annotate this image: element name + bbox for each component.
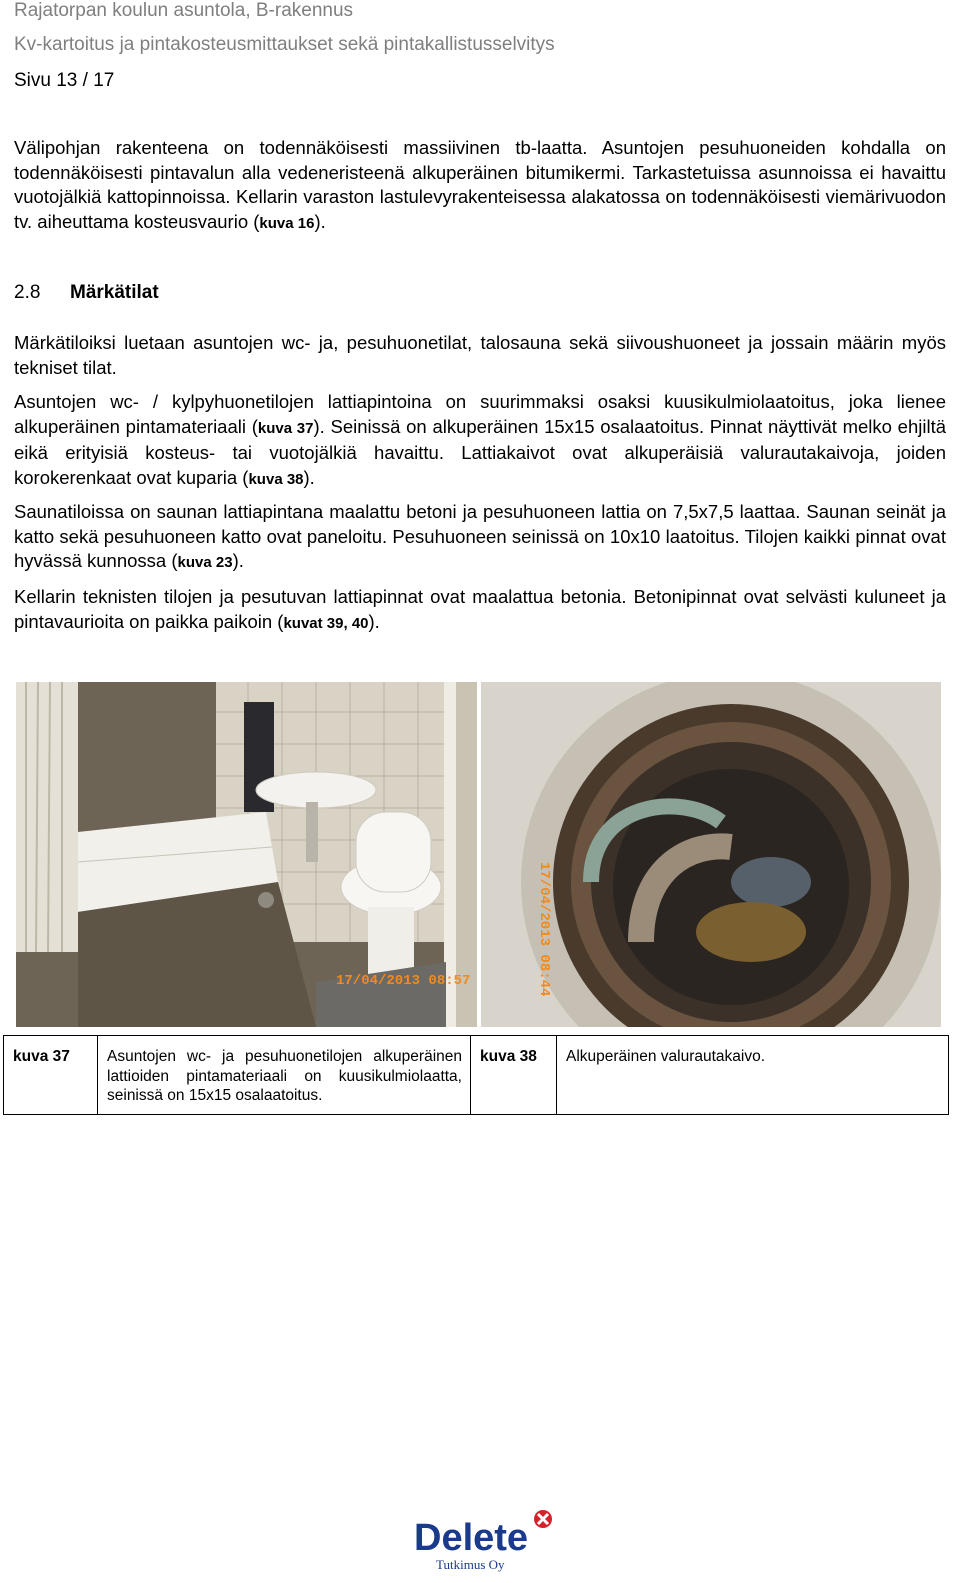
svg-text:Delete: Delete	[414, 1517, 529, 1559]
caption-text: Asuntojen wc- ja pesuhuonetilojen alkuperäinen lattioiden pintamateriaali on kuusikulmiolaatta, seinissä on 15x15 osalaatoitus.	[98, 1036, 471, 1115]
document-title: Rajatorpan koulun asuntola, B-rakennus	[14, 0, 354, 21]
caption-label: kuva 37	[4, 1036, 98, 1115]
intro-paragraph: Välipohjan rakenteena on todennäköisesti massiivinen tb-laatta. Asuntojen pesuhuoneiden kohdalla on todennäköisesti pintavalun alla vedeneristeenä alkuperäinen bitumikermi. Tarkastetuissa asunnoissa ei havaittu vuotojälkiä kattopinnoissa. Kellarin varaston lastulevyrakenteisessa alakatossa on todennäköisesti viemärivuodon tv. aiheuttama kosteusvaurio (kuva 16).	[14, 137, 946, 232]
caption-table	[3, 1035, 949, 1115]
paragraph-2: Asuntojen wc- / kylpyhuonetilojen lattiapintoina on suurimmaksi osaksi kuusikulmiolaatoitus, joka lienee alkuperäinen pintamateriaali (kuva 37). Seinissä on alkuperäinen 15x15 osalaatoitus. Pinnat näyttivät melko ehjiltä eikä erityisiä kosteus- tai vuotojälkiä havaittu. Lattiakaivot ovat alkuperäisiä valurautakaivoja, joiden korokerenkaat ovat kuparia (kuva 38).	[14, 391, 946, 488]
photo-bathroom	[16, 682, 477, 1027]
paragraph-3: Saunatiloissa on saunan lattiapintana maalattu betoni ja pesuhuoneen lattia on 7,5x7,5 laattaa. Saunan seinät ja katto sekä pesuhuoneen katto ovat paneloitu. Pesuhuoneen seinissä on 10x10 laatoitus. Tilojen kaikki pinnat ovat hyvässä kunnossa (kuva 23).	[14, 501, 946, 571]
photo-date-stamp: 17/04/2013 08:57	[336, 973, 471, 989]
section-heading	[14, 282, 159, 304]
caption-label: kuva 38	[471, 1036, 557, 1115]
figure-ref: kuva 23	[177, 554, 233, 571]
page-number: Sivu 13 / 17	[14, 70, 115, 91]
document-subtitle: Kv-kartoitus ja pintakosteusmittaukset sekä pintakallistusselvitys	[14, 34, 555, 55]
section-number: 2.8	[14, 282, 41, 303]
company-logo	[412, 1505, 557, 1575]
figure-ref: kuva 38	[248, 470, 304, 488]
figure-ref: kuva 37	[257, 419, 314, 437]
figure-ref: kuvat 39, 40	[283, 614, 369, 632]
section-title: Märkätilat	[70, 282, 159, 303]
photo-date-stamp: 17/04/2013 08:44	[536, 862, 552, 997]
figure-ref: kuva 16	[259, 214, 315, 232]
paragraph-1: Märkätiloiksi luetaan asuntojen wc- ja, pesuhuonetilat, talosauna sekä siivoushuoneet ja jossain määrin myös tekniset tilat.	[14, 332, 946, 378]
svg-text:Tutkimus Oy: Tutkimus Oy	[436, 1557, 505, 1572]
photo-floor-drain	[481, 682, 941, 1027]
paragraph-4: Kellarin teknisten tilojen ja pesutuvan lattiapinnat ovat maalattua betonia. Betonipinnat ovat selvästi kuluneet ja pintavaurioita on paikka paikoin (kuvat 39, 40).	[14, 586, 946, 632]
caption-text: Alkuperäinen valurautakaivo.	[557, 1036, 949, 1115]
